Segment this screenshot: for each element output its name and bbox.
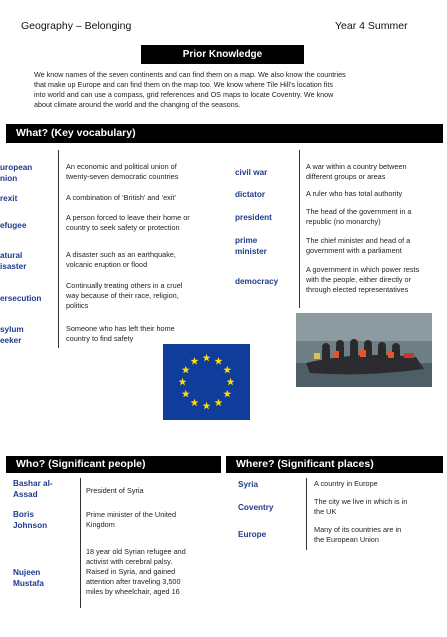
person-desc-johnson: Prime minister of the United Kingdom [86,510,177,529]
flag-star-icon [215,399,223,407]
place-name-coventry: Coventry [238,503,274,512]
vocab-term-persecution: ersecution [0,294,42,303]
places-divider [306,478,307,550]
vocab-def-democracy: A government in which power rests with the people, either directly or through elected representatives [306,265,420,294]
refugee-boat-photo [296,313,432,387]
flag-star-icon [203,402,211,410]
prior-knowledge-line: that make up Europe and can find them on the map too. We know where Tile Hill’s location fits [34,79,333,89]
vocab-term-asylum-seeker: sylum eeker [0,325,24,345]
vocab-def-brexit: A combination of ‘British’ and ‘exit’ [66,193,177,202]
flag-star-icon [191,399,199,407]
vocab-term-president: president [235,213,272,222]
place-name-syria: Syria [238,480,259,489]
flag-star-icon [215,357,223,365]
people-section-bar [6,456,221,473]
vocab-term-european-union: uropean nion [0,163,33,183]
vocab-term-dictator: dictator [235,190,266,199]
vocab-def-natural-disaster: A disaster such as an earthquake, volcanic eruption or flood [66,250,176,269]
person-name-johnson: Boris Johnson [13,510,48,530]
term-title: Year 4 Summer [335,20,408,32]
people-divider [80,478,81,608]
prior-knowledge-line: We know names of the seven continents and can find them on a map. We also know the countries [34,70,346,79]
people-section-title: Who? (Significant people) [16,458,146,470]
prior-knowledge-line: into world and can use a compass, grid references and OS maps to locate Coventry. We know [34,89,334,99]
flag-star-icon [227,378,235,386]
place-name-europe: Europe [238,530,267,539]
vocab-term-civil-war: civil war [235,168,268,177]
subject-title: Geography – Belonging [21,20,132,32]
prior-knowledge-line: about climate around the world and the changing of the seasons. [34,99,241,109]
vocab-def-dictator: A ruler who has total authority [306,189,403,198]
prior-knowledge-title: Prior Knowledge [141,45,304,64]
vocab-term-brexit: rexit [0,194,18,203]
flag-star-icon [191,357,199,365]
flag-star-icon [182,390,190,398]
place-desc-coventry: The city we live in which is in the UK [314,497,408,516]
vocab-section-title: What? (Key vocabulary) [16,127,136,139]
vocab-def-persecution: Continually treating others in a cruel way because of their race, religion, politics [66,281,183,310]
person-name-assad: Bashar al- Assad [13,479,53,499]
place-desc-syria: A country in Europe [314,479,378,488]
vocab-def-european-union: An economic and political union of twenty-seven democratic countries [66,162,179,181]
person-desc-mustafa: 18 year old Syrian refugee and activist with cerebral palsy. Raised in Syria, and gained attention after traveling 3,500 miles by wheelchair, aged 16 [86,547,186,596]
place-desc-europe: Many of its countries are in the European Union [314,525,402,544]
vocab-term-refugee: efugee [0,221,27,230]
vocab-def-prime-minister: The chief minister and head of a government with a parliament [306,236,411,255]
eu-flag [163,344,250,420]
vocab-term-natural-disaster: atural isaster [0,251,27,271]
vocab-term-prime-minister: prime minister [235,236,267,256]
prior-knowledge-text [34,70,422,110]
refugee-boat-illustration [296,313,432,387]
flag-star-icon [203,354,211,362]
vocab-divider-right [299,150,300,308]
vocab-def-president: The head of the government in a republic (no monarchy) [306,207,412,226]
vocab-divider-left [58,150,59,348]
person-name-mustafa: Nujeen Mustafa [13,568,44,588]
vocab-def-asylum-seeker: Someone who has left their home country to find safety [66,324,175,343]
places-section-title: Where? (Significant places) [236,458,374,470]
places-section-bar [226,456,443,473]
flag-star-icon [223,390,231,398]
eu-flag-stars [163,344,250,420]
vocab-term-democracy: democracy [235,277,279,286]
flag-star-icon [179,378,187,386]
flag-star-icon [223,366,231,374]
vocab-def-civil-war: A war within a country between different groups or areas [306,162,407,181]
person-desc-assad: President of Syria [86,486,144,495]
flag-star-icon [182,366,190,374]
vocab-section-bar [6,124,443,143]
vocab-def-refugee: A person forced to leave their home or country to seek safety or protection [66,213,190,232]
